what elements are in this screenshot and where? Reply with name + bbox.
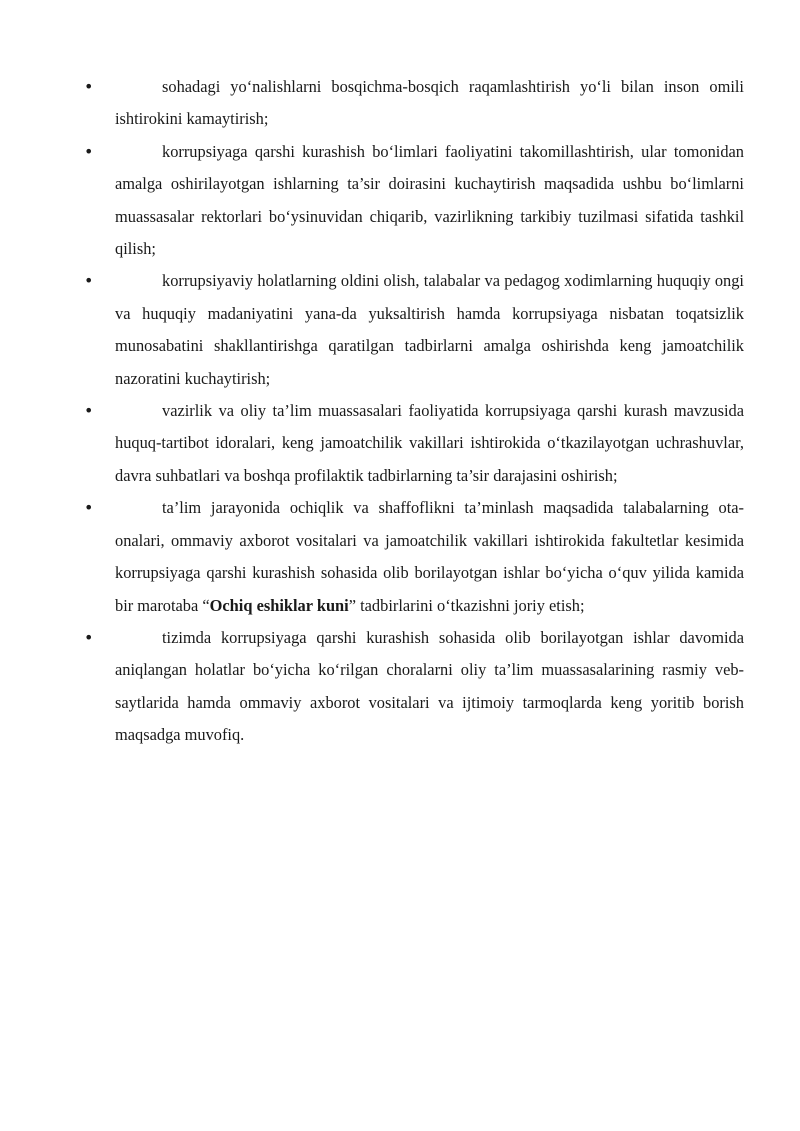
list-item-text-before: ta’lim jarayonida ochiqlik va shaffoflikni ta’minlash maqsadida talabalarning ota-onalari, ommaviy axborot vositalari va jamoatchilik vakillari ishtirokida fakultetlar kesimida korrupsiyaga qarshi kurashish sohasida olib borilayotgan ishlar bo‘yicha o‘quv yilida kamida bir marotaba “ — [115, 498, 744, 615]
list-item-text: vazirlik va oliy ta’lim muassasalari faoliyatida korrupsiyaga qarshi kurash mavzusida huquq-tartibot idoralari, keng jamoatchilik vakillari ishtirokida o‘tkazilayotgan uchrashuvlar, davra suhbatlari va boshqa profilaktik tadbirlarning ta’sir darajasini oshirish; — [115, 401, 744, 485]
bullet-icon: • — [84, 271, 94, 291]
bullet-icon: • — [84, 627, 94, 647]
list-item — [84, 492, 744, 622]
list-item-text: tizimda korrupsiyaga qarshi kurashish sohasida olib borilayotgan ishlar davomida aniqlangan holatlar bo‘yicha ko‘rilgan choralarni oliy ta’lim muassasalarining rasmiy veb-saytlarida hamda ommaviy axborot vositalari va ijtimoiy tarmoqlarda keng yoritib borish maqsadga muvofiq. — [115, 627, 744, 745]
list-item — [84, 622, 744, 752]
bullet-icon: • — [84, 498, 94, 518]
event-name-bold: Ochiq eshiklar kuni — [209, 595, 349, 615]
list-item-text-after: ” tadbirlarini o‘tkazishni joriy etish; — [348, 595, 585, 615]
list-item-text: korrupsiyaga qarshi kurashish bo‘limlari faoliyatini takomillashtirish, ular tomonidan amalga oshirilayotgan ishlarning ta’sir doirasini kuchaytirish maqsadida ushbu bo‘limlarni muassasalar rektorlari bo‘ysinuvidan chiqarib, vazirlikning tarkibiy tuzilmasi sifatida tashkil qilish; — [115, 141, 744, 259]
list-item — [84, 265, 744, 395]
list-item-text: sohadagi yo‘nalishlarni bosqichma-bosqich raqamlashtirish yo‘li bilan inson omili ishtirokini kamaytirish; — [115, 77, 744, 129]
list-item-text: korrupsiyaviy holatlarning oldini olish, talabalar va pedagog xodimlarning huquqiy ongi va huquqiy madaniyatini yana-da yuksaltirish hamda korrupsiyaga nisbatan toqatsizlik munosabatini shakllantirishga qaratilgan tadbirlarni amalga oshirishda keng jamoatchilik nazoratini kuchaytirish; — [115, 271, 744, 388]
list-item — [84, 136, 744, 266]
list-item — [84, 395, 744, 492]
bullet-icon: • — [84, 401, 94, 421]
bullet-icon: • — [84, 77, 94, 96]
bullet-list — [84, 71, 744, 752]
list-item — [84, 71, 744, 136]
list-item-text — [115, 492, 744, 622]
bullet-icon: • — [84, 141, 94, 161]
